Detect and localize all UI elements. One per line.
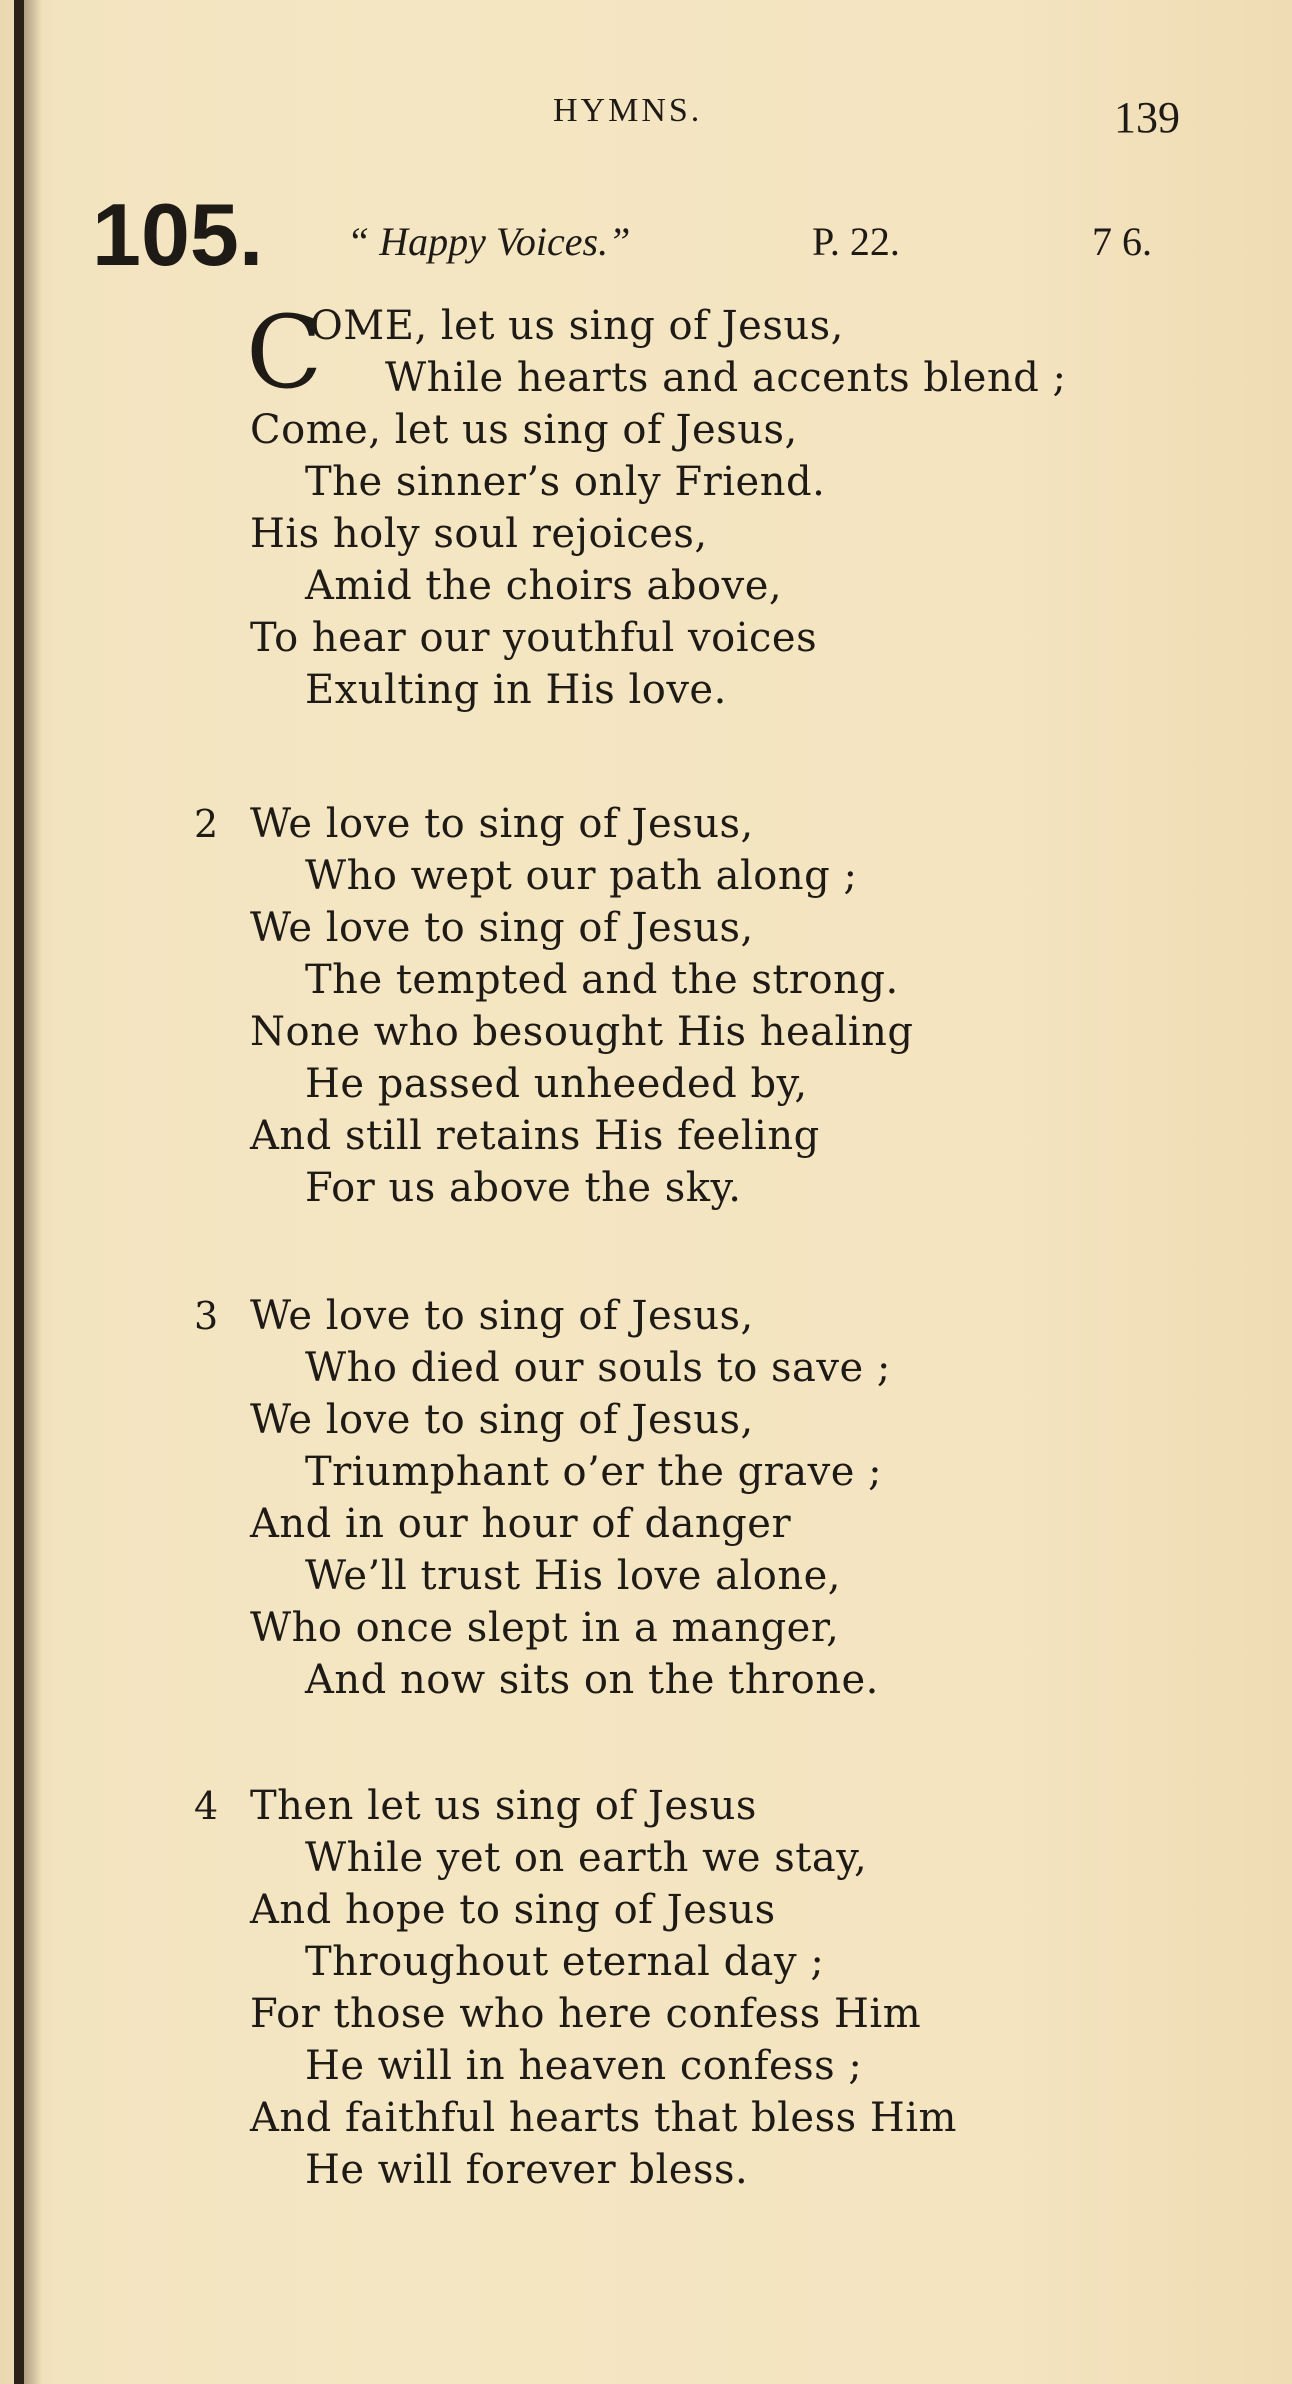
stanza-line: To hear our youthful voices <box>250 615 818 661</box>
running-head: HYMNS. <box>553 92 703 129</box>
stanza-number: 3 <box>194 1294 219 1338</box>
stanza-line: Who wept our path along ; <box>305 853 858 899</box>
stanza-line: We love to sing of Jesus, <box>250 801 754 847</box>
stanza-line: Come, let us sing of Jesus, <box>250 407 798 453</box>
stanza-line: None who besought His healing <box>250 1009 914 1055</box>
stanza-line: And still retains His feeling <box>250 1113 820 1159</box>
stanza-line: We love to sing of Jesus, <box>250 1293 754 1339</box>
stanza-line: We love to sing of Jesus, <box>250 905 754 951</box>
stanza-line: And now sits on the throne. <box>305 1657 879 1703</box>
stanza-line: Who died our souls to save ; <box>305 1345 891 1391</box>
stanza-line: Amid the choirs above, <box>305 563 783 609</box>
stanza-line: While yet on earth we stay, <box>305 1835 868 1881</box>
stanza-line: And hope to sing of Jesus <box>250 1887 776 1933</box>
stanza-line: The sinner’s only Friend. <box>305 459 826 505</box>
tune-page-reference: P. 22. <box>812 219 900 264</box>
drop-cap: C <box>246 294 323 411</box>
stanza-line: Throughout eternal day ; <box>305 1939 825 1985</box>
stanza-2 <box>194 798 1210 1214</box>
hymn-meter: 7 6. <box>1092 219 1152 264</box>
stanza-line: For us above the sky. <box>305 1165 742 1211</box>
stanza-line: The tempted and the strong. <box>305 957 899 1003</box>
stanza-line: His holy soul rejoices, <box>250 511 708 557</box>
stanza-line: He will forever bless. <box>305 2147 749 2193</box>
stanza-line: OME, let us sing of Jesus, <box>310 303 844 349</box>
stanza-line: For those who here confess Him <box>250 1991 922 2037</box>
stanza-line: Then let us sing of Jesus <box>250 1783 757 1829</box>
stanza-3 <box>194 1290 1210 1706</box>
hymn-number: 105. <box>92 185 264 284</box>
tune-name: “ Happy Voices.” <box>347 219 631 264</box>
stanza-4 <box>194 1780 1210 2196</box>
stanza-line: Who once slept in a manger, <box>250 1605 840 1651</box>
hymn-heading <box>92 185 1242 284</box>
stanza-number: 4 <box>194 1784 219 1828</box>
stanza-line: While hearts and accents blend ; <box>385 355 1067 401</box>
stanza-line: And faithful hearts that bless Him <box>250 2095 957 2141</box>
gutter-shadow <box>24 0 42 2384</box>
stanza-1 <box>246 294 1210 716</box>
book-spine-edge <box>14 0 24 2384</box>
stanza-line: We love to sing of Jesus, <box>250 1397 754 1443</box>
page-number: 139 <box>1114 93 1180 142</box>
stanza-line: Exulting in His love. <box>305 667 727 713</box>
stanza-number: 2 <box>194 802 219 846</box>
stanza-line: He passed unheeded by, <box>305 1061 808 1107</box>
stanza-line: And in our hour of danger <box>250 1501 792 1547</box>
stanza-line: He will in heaven confess ; <box>305 2043 863 2089</box>
stanza-line: We’ll trust His love alone, <box>305 1553 841 1599</box>
stanza-line: Triumphant o’er the grave ; <box>305 1449 883 1495</box>
